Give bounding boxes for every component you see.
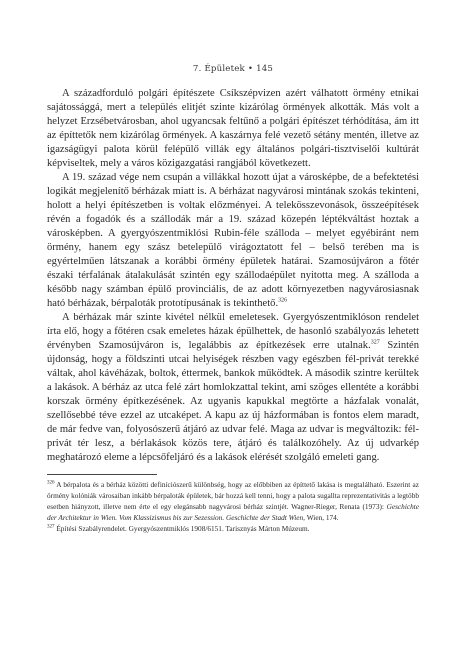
running-head: 7. Épületek • 145 — [192, 64, 274, 74]
footnote-ref[interactable]: 327 — [370, 339, 380, 346]
body-text — [47, 87, 419, 465]
footnote-text: A bérpalota és a bérház közötti definíciószerű különbség, hogy az előbbiben az építtető lakása is megtalálható. Eszerint az örmény kolóniák városaiban inkább bérpaloták épületek, bár hozzá kell tenni, hogy a palota sugallta reprezentativitás a legtöbb esetben hiányzott, illetve nem érte el egy elegánsabb nagyvárosi bérház szintjét. Wagner-Rieger, Renata (1973): — [47, 480, 419, 512]
paragraph-text: A 19. század vége nem csupán a villákkal hozott újat a városképbe, de a befektetési logikát megjelenítő bérházak miatt is. A bérházat nagyvárosi mintának szokás tekinteni, holott a helyi építészetben is voltak előzményei. A telekösszevonások, összeépítések révén a fogadók és a szállodák már a 19. század közepén léptékváltást hoztak a városképben. A gyergyószentmiklósi Rubin-féle szálloda – melyet egyébiránt nem örmény, hanem egy szász betelepülő virágoztatott fel – belső terében ma is egyértelműen látszanak a korábbi örmény épületek határai. Szamosújváron a főtér északi térfalának átalakulását szintén egy szállodaépület nyitotta meg. A szálloda a később nagy számban épülő provinciális, de az adott környezetben nagyvárosiasnak ható bérházak, bérpaloták prototípusának is tekinthető. — [47, 172, 419, 310]
footnotes — [47, 480, 419, 534]
paragraph — [47, 311, 419, 465]
footnote-ref[interactable]: 326 — [278, 297, 288, 304]
footnote-text: Építési Szabályrendelet. Gyergyószentmiklós 1908/6151. Tarisznyás Márton Múzeum. — [54, 523, 310, 533]
footnote-separator — [47, 474, 157, 475]
paragraph-text: Szintén újdonság, hogy a földszinti utcai helyiségek részben vagy egészben fél-privát terekké váltak, ahol kávéházak, boltok, éttermek, bankok működtek. A második szintre kerültek a lakások. A bérház az utca felé zárt homlokzattal tekint, ami szöges ellentéte a korábbi korszak örmény építkezésének. Az ugyanis kapukkal megtörte a házfalak vonalát, szellősebbé téve ezzel az utcaképet. A kapu az új házformában is fontos elem maradt, de már fedve van, folyosószerű átjáró az udvar felé. Maga az udvar is megváltozik: fél-privát tér lesz, a bérlakások közös tere, átjáró és találkozóhely. Az új udvarkép meghatározó eleme a lépcsőfeljáró és a lakások elérését szolgáló emeleti gang. — [47, 340, 419, 464]
footnote — [47, 524, 419, 535]
footnote-book-title: Geschichte der Architektur in Wien. Vom Klassizismus bis zur Sezession. Geschichte der Stadt Wien, — [47, 502, 419, 522]
footnote-text: Wien, 174. — [305, 512, 339, 522]
paragraph — [47, 171, 419, 311]
footnote-number: 326 — [47, 481, 55, 486]
paragraph-text: A századforduló polgári építészete Csíkszépvizen azért válhatott örmény etnikai sajátossággá, mert a település elitjét szinte kizárólag örmények alkották. Más volt a helyzet Erzsébetvárosban, ahol ugyancsak feltűnő a polgári építészet térhódítása, ám itt az építtetők nem kizárólag örmények. A kaszárnya felé vezető sétány mentén, illetve az igazságügyi palota körül felépülő villák egy általános polgári-tisztviselői kultúrát képviseltek, mely a város közigazgatási rangjából következett. — [47, 88, 419, 170]
footnote — [47, 480, 419, 523]
paragraph-text: A bérházak már szinte kivétel nélkül emeletesek. Gyergyószentmiklóson rendelet írta elő, hogy a főtéren csak emeletes házak épülhettek, de hasonló szabályozás lehetett érvényben Szamosújváron is, legalábbis az építkezések erre utalnak. — [47, 312, 419, 352]
paragraph — [47, 87, 419, 171]
footnote-number: 327 — [47, 524, 55, 530]
